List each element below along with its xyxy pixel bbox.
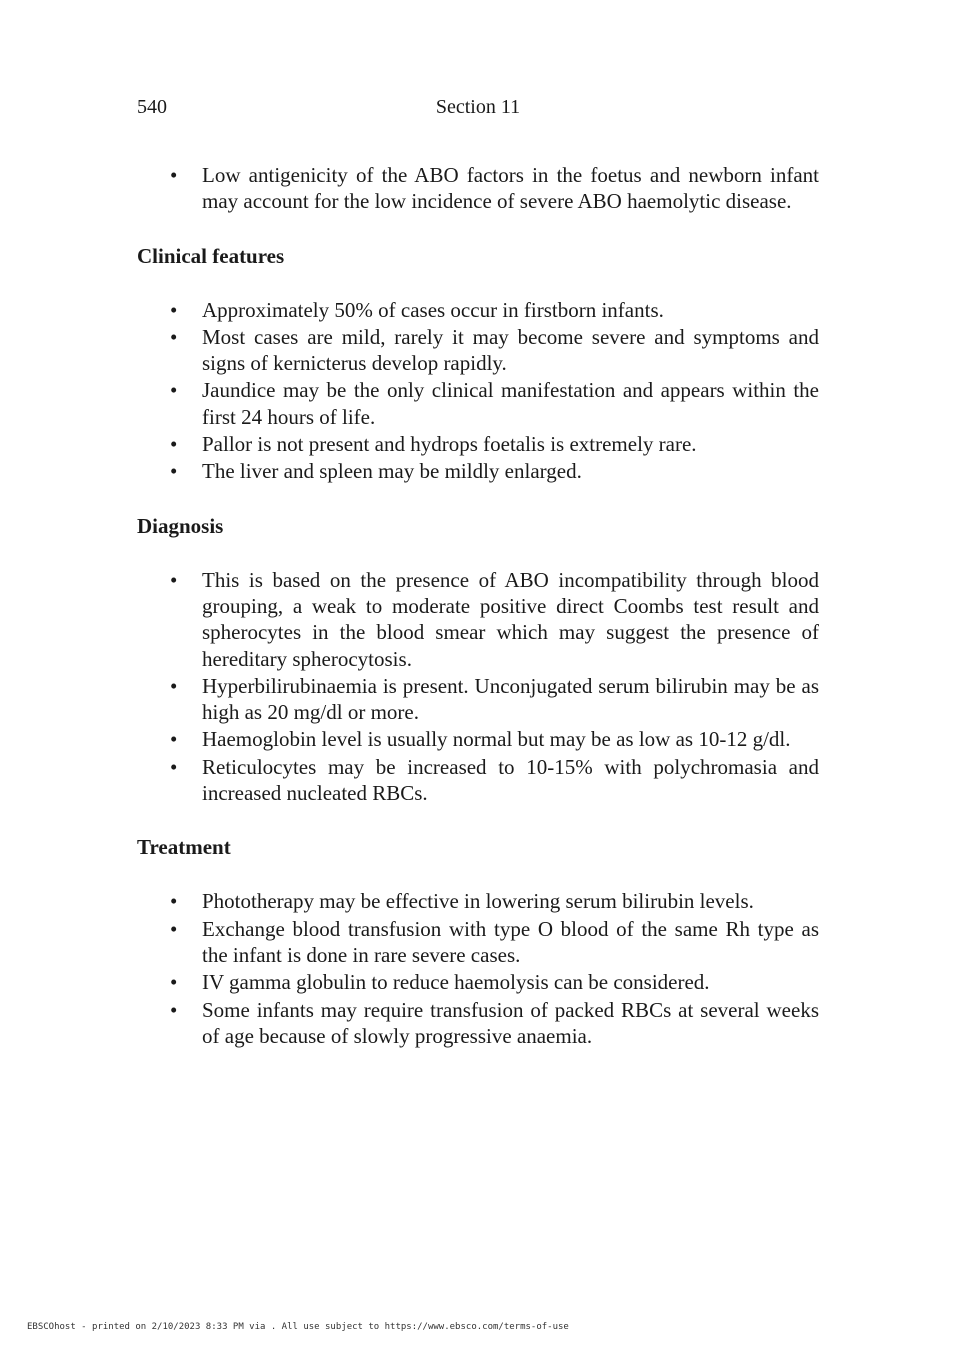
list-item: • The liver and spleen may be mildly enlarged. — [137, 458, 819, 484]
treatment-list — [137, 888, 819, 1049]
list-item: • Jaundice may be the only clinical manifestation and appears within the first 24 hours of life. — [137, 377, 819, 430]
section-label: Section 11 — [435, 96, 521, 118]
treatment-heading: Treatment — [137, 835, 231, 860]
list-item: • Low antigenicity of the ABO factors in the foetus and newborn infant may account for the low incidence of severe ABO haemolytic disease. — [137, 162, 819, 215]
list-item: • Some infants may require transfusion of packed RBCs at several weeks of age because of slowly progressive anaemia. — [137, 997, 819, 1050]
clinical-features-list — [137, 297, 819, 485]
list-item: • IV gamma globulin to reduce haemolysis can be considered. — [137, 969, 819, 995]
list-item: • Most cases are mild, rarely it may become severe and symptoms and signs of kernicterus develop rapidly. — [137, 324, 819, 377]
list-item: • Reticulocytes may be increased to 10-15% with polychromasia and increased nucleated RBCs. — [137, 754, 819, 807]
running-head — [137, 96, 819, 120]
page-content — [137, 162, 819, 1050]
diagnosis-list — [137, 567, 819, 807]
intro-list — [137, 162, 819, 215]
list-item: • Approximately 50% of cases occur in firstborn infants. — [137, 297, 819, 323]
list-item: • Hyperbilirubinaemia is present. Unconjugated serum bilirubin may be as high as 20 mg/dl or more. — [137, 673, 819, 726]
list-item: • Pallor is not present and hydrops foetalis is extremely rare. — [137, 431, 819, 457]
list-item: • Haemoglobin level is usually normal but may be as low as 10-12 g/dl. — [137, 726, 819, 752]
page-number: 540 — [137, 96, 167, 118]
list-item: • This is based on the presence of ABO incompatibility through blood grouping, a weak to moderate positive direct Coombs test result and spherocytes in the blood smear which may suggest the presence of hereditary spherocytosis. — [137, 567, 819, 672]
diagnosis-heading: Diagnosis — [137, 513, 224, 538]
ebsco-footer: EBSCOhost - printed on 2/10/2023 8:33 PM via . All use subject to https://www.ebsco.com/terms-of-use — [27, 1322, 569, 1332]
list-item: • Phototherapy may be effective in lowering serum bilirubin levels. — [137, 888, 819, 914]
clinical-features-heading: Clinical features — [137, 243, 285, 268]
list-item: • Exchange blood transfusion with type O blood of the same Rh type as the infant is done in rare severe cases. — [137, 916, 819, 969]
